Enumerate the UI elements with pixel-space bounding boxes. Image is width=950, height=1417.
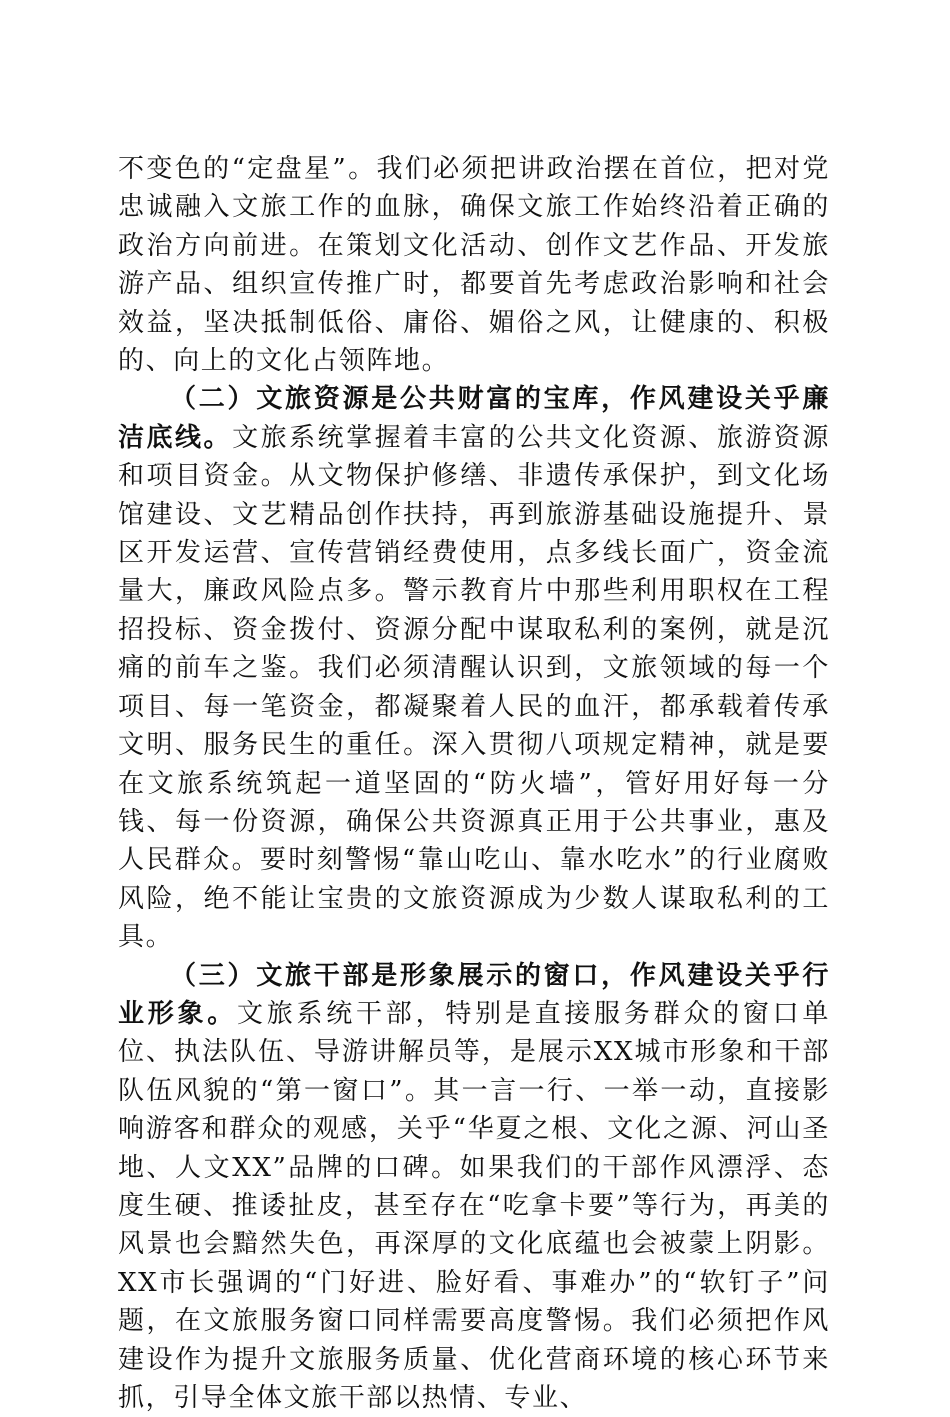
paragraph-political-direction xyxy=(118,150,830,380)
paragraph-integrity xyxy=(118,380,830,956)
paragraph-text: 文旅系统干部，特别是直接服务群众的窗口单位、执法队伍、导游讲解员等，是展示XX城市形象和干部队伍风貌的“第一窗口”。其一言一行、一举一动，直接影响游客和群众的观感，关乎“华夏之根、文化之源、河山圣地、人文XX”品牌的口碑。如果我们的干部作风漂浮、态度生硬、推诿扯皮，甚至存在“吃拿卡要”等行为，再美的风景也会黯然失色，再深厚的文化底蕴也会被蒙上阴影。XX市长强调的“门好进、脸好看、事难办”的“软钉子”问题，在文旅服务窗口同样需要高度警惕。我们必须把作风建设作为提升文旅服务质量、优化营商环境的核心环节来抓，引导全体文旅干部以热情、专业、 xyxy=(118,998,830,1413)
document-body xyxy=(118,150,830,1417)
paragraph-industry-image xyxy=(118,957,830,1417)
section-heading-three: （三）文旅干部是形象展示的窗口，作风建设关乎行业形象。 xyxy=(118,960,830,1029)
paragraph-text: 文旅系统掌握着丰富的公共文化资源、旅游资源和项目资金。从文物保护修缮、非遗传承保护，到文化场馆建设、文艺精品创作扶持，再到旅游基础设施提升、景区开发运营、宣传营销经费使用，点多线长面广，资金流量大，廉政风险点多。警示教育片中那些利用职权在工程招投标、资金拨付、资源分配中谋取私利的案例，就是沉痛的前车之鉴。我们必须清醒认识到，文旅领域的每一个项目、每一笔资金，都凝聚着人民的血汗，都承载着传承文明、服务民生的重任。深入贯彻八项规定精神，就是要在文旅系统筑起一道坚固的“防火墙”，管好用好每一分钱、每一份资源，确保公共资源真正用于公共事业，惠及人民群众。要时刻警惕“靠山吃山、靠水吃水”的行业腐败风险，绝不能让宝贵的文旅资源成为少数人谋取私利的工具。 xyxy=(118,422,830,953)
paragraph-text: 不变色的“定盘星”。我们必须把讲政治摆在首位，把对党忠诚融入文旅工作的血脉，确保文旅工作始终沿着正确的政治方向前进。在策划文化活动、创作文艺作品、开发旅游产品、组织宣传推广时，都要首先考虑政治影响和社会效益，坚决抵制低俗、庸俗、媚俗之风，让健康的、积极的、向上的文化占领阵地。 xyxy=(118,154,830,377)
section-heading-two: （二）文旅资源是公共财富的宝库，作风建设关乎廉洁底线。 xyxy=(118,384,830,453)
